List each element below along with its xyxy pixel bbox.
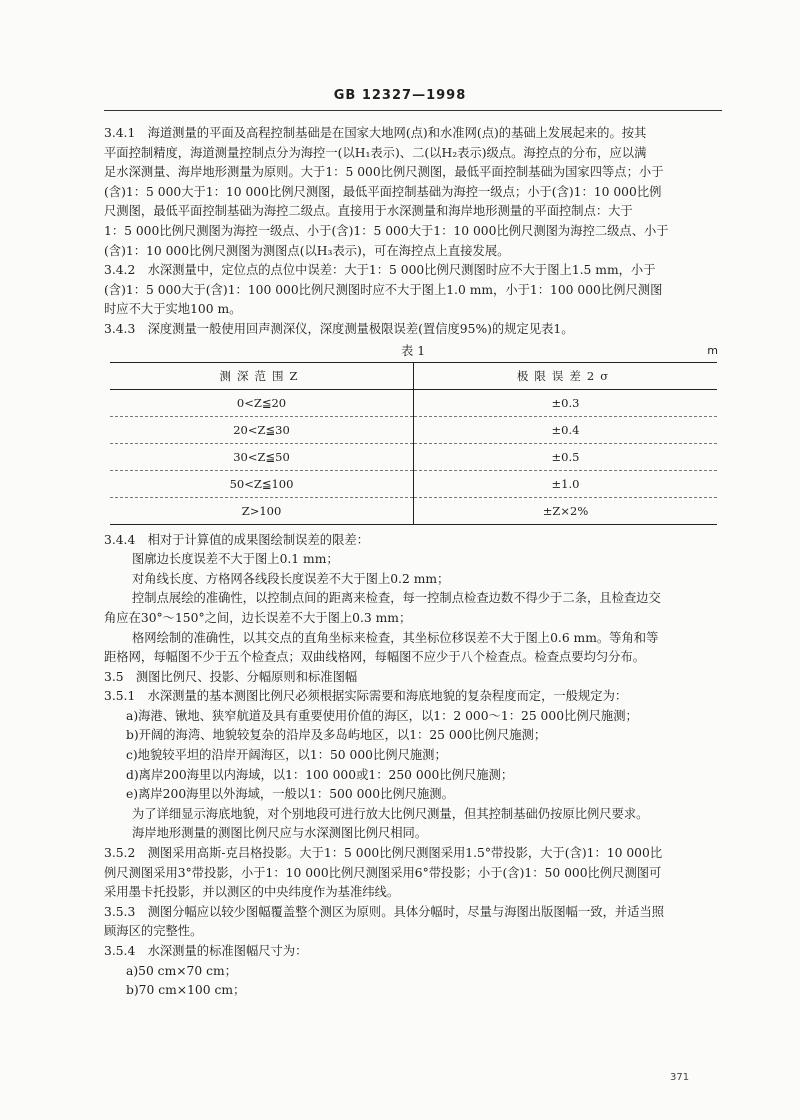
clause-3-4-3: 3.4.3 深度测量一般使用回声测深仪，深度测量极限误差(置信度95%)的规定见表1。 [104, 321, 574, 336]
text-line: 图廓边长度误差不大于图上0.1 mm； [132, 552, 339, 567]
text-line: 足水深测量、海岸地形测量为原则。大于1：5 000比例尺测图，最低平面控制基础为国家四等点；小于 [104, 165, 664, 180]
text-line: 3.5.3 测图分幅应以较少图幅覆盖整个测区为原则。具体分幅时，尽量与海图出版图幅一致，并适当照 [104, 904, 665, 919]
text-line: 3.5.4 水深测量的标准图幅尺寸为： [104, 944, 308, 958]
header-rule [104, 110, 722, 111]
text-line: 3.5.1 水深测量的基本测图比例尺必须根据实际需要和海底地貌的复杂程度而定，一般规定为： [104, 689, 628, 704]
text-line: 格网绘制的准确性，以其交点的直角坐标来检查，其坐标位移误差不大于图上0.6 mm。等角和等 [132, 630, 659, 645]
text-line: 例尺测图采用3°带投影，小于1：10 000比例尺测图采用6°带投影；小于(含)1：50 000比例尺测图可 [104, 865, 662, 880]
list-item: b)70 cm×100 cm； [126, 983, 246, 998]
list-item: a)海港、锹地、狭窄航道及具有重要使用价值的海区，以1：2 000～1：25 000比例尺施测； [126, 708, 638, 723]
table-header-row [110, 362, 717, 389]
column-header-limit-error: 极限误差2σ [414, 362, 718, 389]
page-header: GB 12327—1998 [333, 88, 467, 103]
text-line: 平面控制精度，海道测量控制点分为海控一(以H₁表示)、二(以H₂表示)级点。海控点的分布，应以满 [104, 145, 647, 160]
depth-range-cell: Z>100 [110, 497, 414, 524]
depth-range-cell: 30<Z≦50 [110, 443, 414, 470]
clause-3-5-3 [104, 903, 722, 942]
list-item: e)离岸200海里以外海域，一般以1：500 000比例尺施测。 [126, 787, 454, 802]
table-row [110, 416, 717, 443]
table-caption [104, 340, 722, 362]
text-line: 顾海区的完整性。 [104, 924, 203, 939]
list-item: d)离岸200海里以内海域，以1：100 000或1：250 000比例尺施测； [126, 767, 514, 782]
clause-3-5-4 [104, 942, 722, 1001]
table-title: 表 1 [400, 343, 426, 358]
list-item: c)地貌较平坦的沿岸开阔海区，以1：50 000比例尺施测； [126, 748, 447, 763]
list-item: b)开阔的海湾、地貌较复杂的沿岸及多岛屿地区，以1：25 000比例尺施测； [126, 728, 547, 743]
text-line: (含)1：10 000比例尺测图为测图点(以H₃表示)，可在海控点上直接发展。 [104, 243, 510, 258]
text-line: 对角线长度、方格网各线段长度误差不大于图上0.2 mm； [132, 571, 450, 586]
clause-3-5-2 [104, 844, 722, 903]
table-row [110, 389, 717, 416]
text-line: (含)1：5 000大于(含)1：100 000比例尺测图时应不大于图上1.0 mm，小于1：100 000比例尺测图 [104, 282, 663, 297]
text-line: 角应在30°～150°之间，边长误差不大于图上0.3 mm； [104, 610, 412, 625]
text-line: 控制点展绘的准确性，以控制点间的距离来检查，每一控制点检查边数不得少于二条，且检查边交 [132, 591, 661, 606]
clause-3-5-1 [104, 687, 722, 844]
list-item: a)50 cm×70 cm； [126, 963, 237, 978]
depth-range-cell: 50<Z≦100 [110, 470, 414, 497]
text-line: 1：5 000比例尺测图为海控一级点、小于(含)1：5 000大于1：10 000比例尺测图为海控二级点、小于 [104, 223, 669, 238]
text-line: 3.4.2 水深测量中，定位点的点位中误差：大于1：5 000比例尺测图时应不大于图上1.5 mm，小于 [104, 263, 656, 278]
limit-error-cell: ±0.3 [551, 395, 580, 410]
text-line: 为了详细显示海底地貌，对个别地段可进行放大比例尺测量，但其控制基础仍按原比例尺要求。 [132, 806, 649, 821]
text-line: 尺测图，最低平面控制基础为海控二级点。直接用于水深测量和海岸地形测量的平面控制点：大于 [104, 204, 633, 219]
text-line: (含)1：5 000大于1：10 000比例尺测图，最低平面控制基础为海控一级点；小于(含)1：10 000比例 [104, 184, 662, 199]
table-unit: m [707, 343, 718, 357]
section-heading-3-5: 3.5 测图比例尺、投影、分幅原则和标准图幅 [104, 669, 358, 684]
text-line: 海岸地形测量的测图比例尺应与水深测图比例尺相同。 [132, 826, 428, 841]
clause-3-4-4 [104, 531, 722, 668]
limit-error-cell: ±0.5 [414, 443, 718, 470]
table-row [110, 470, 717, 497]
text-line: 采用墨卡托投影，并以测区的中央纬度作为基准纬线。 [104, 885, 400, 900]
depth-range-cell: 20<Z≦30 [110, 416, 414, 443]
limit-error-cell: ±Z×2% [414, 497, 718, 524]
text-line: 时应不大于实地100 m。 [104, 302, 242, 317]
clause-3-4-2 [104, 261, 722, 320]
text-line: 3.5.2 测图采用高斯-克吕格投影。大于1：5 000比例尺测图采用1.5°带投影，大于(含)1：10 000比 [104, 846, 663, 861]
document-body [104, 124, 722, 1001]
depth-range-cell: 0<Z≦20 [110, 389, 414, 416]
text-line: 3.4.4 相对于计算值的成果图绘制误差的限差： [104, 532, 369, 547]
text-line: 距格网，每幅图不少于五个检查点；双曲线格网，每幅图不应少于八个检查点。检查点要均匀分布。 [104, 650, 646, 665]
depth-error-table [110, 362, 717, 525]
page-number: 371 [670, 1072, 690, 1083]
text-line: 3.4.1 海道测量的平面及高程控制基础是在国家大地网(点)和水准网(点)的基础上发展起来的。按其 [104, 126, 647, 140]
limit-error-cell: ±0.4 [414, 416, 718, 443]
table-row [110, 443, 717, 470]
table-row [110, 497, 717, 524]
clause-3-4-1 [104, 124, 722, 261]
limit-error-cell: ±1.0 [414, 470, 718, 497]
column-header-depth-range: 测深范围Z [110, 362, 414, 389]
